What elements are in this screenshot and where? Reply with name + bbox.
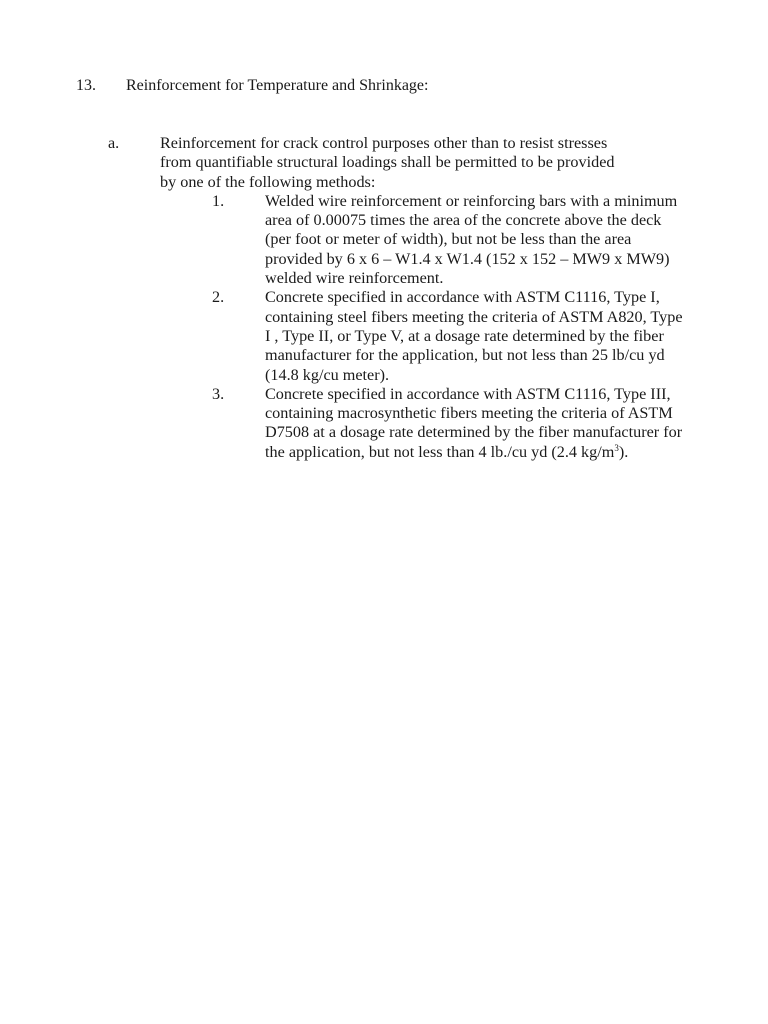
method-line: D7508 at a dosage rate determined by the fiber manufacturer for xyxy=(265,423,683,442)
subsection-intro xyxy=(160,134,683,461)
intro-line: Reinforcement for crack control purposes other than to resist stresses xyxy=(160,134,608,152)
intro-line: by one of the following methods: xyxy=(160,172,376,191)
method-line-end: ). xyxy=(618,442,629,461)
method-line: Concrete specified in accordance with ASTM C1116, Type I, xyxy=(265,288,660,307)
method-line: manufacturer for the application, but not less than 25 lb/cu yd xyxy=(265,346,665,365)
method-line: Welded wire reinforcement or reinforcing bars with a minimum xyxy=(265,191,678,210)
method-number: 1. xyxy=(212,191,225,210)
method-line: Concrete specified in accordance with ASTM C1116, Type III, xyxy=(265,384,671,403)
section-number: 13. xyxy=(76,77,96,94)
method-line: (14.8 kg/cu meter). xyxy=(265,365,390,384)
method-item-2 xyxy=(212,288,740,384)
method-number: 2. xyxy=(212,288,225,307)
method-number: 3. xyxy=(212,384,225,403)
subsection-label: a. xyxy=(108,134,120,152)
method-line: containing macrosynthetic fibers meeting the criteria of ASTM xyxy=(265,404,673,423)
method-text xyxy=(265,192,735,288)
method-line: provided by 6 x 6 – W1.4 x W1.4 (152 x 152 – MW9 x MW9) xyxy=(265,249,670,268)
method-line: (per foot or meter of width), but not be less than the area xyxy=(265,230,632,249)
superscript-exponent: 3 xyxy=(614,442,619,453)
method-line: containing steel fibers meeting the criteria of ASTM A820, Type xyxy=(265,307,683,326)
method-line-text: the application, but not less than 4 lb./cu yd (2.4 kg/m xyxy=(265,442,615,461)
method-line: area of 0.00075 times the area of the concrete above the deck xyxy=(265,211,662,230)
intro-line: from quantifiable structural loadings shall be permitted to be provided xyxy=(160,153,615,172)
method-text xyxy=(265,385,735,462)
section-title: Reinforcement for Temperature and Shrinkage: xyxy=(126,77,429,94)
method-line: I , Type II, or Type V, at a dosage rate determined by the fiber xyxy=(265,326,664,345)
method-item-3 xyxy=(212,385,740,462)
method-text xyxy=(265,288,735,384)
method-line-last xyxy=(265,443,735,462)
method-item-1 xyxy=(212,192,740,288)
methods-list xyxy=(212,192,740,462)
method-line: welded wire reinforcement. xyxy=(265,269,444,288)
